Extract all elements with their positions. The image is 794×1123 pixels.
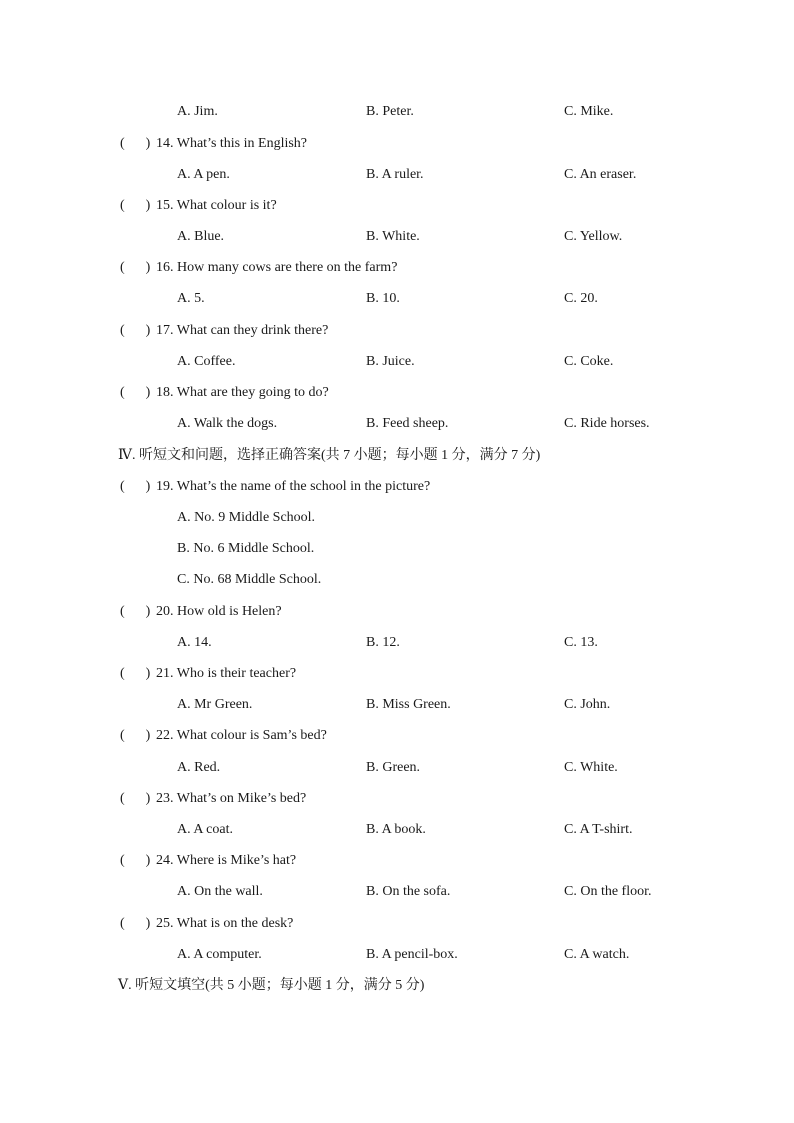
question-19	[0, 477, 794, 497]
q19-option-c-row	[0, 570, 794, 590]
q21-options	[0, 695, 794, 715]
question-22	[0, 726, 794, 746]
option-a: A. On the wall.	[177, 884, 263, 899]
option-c: C. Coke.	[564, 354, 614, 369]
answer-blank[interactable]: ( )	[120, 666, 151, 681]
option-b: B. White.	[366, 229, 420, 244]
question-24	[0, 851, 794, 871]
option-b: B. 12.	[366, 635, 400, 650]
option-a: A. Red.	[177, 760, 221, 775]
question-25	[0, 914, 794, 934]
q23-options	[0, 820, 794, 840]
option-a: A. 14.	[177, 635, 212, 650]
q19-option-a-row	[0, 508, 794, 528]
q17-options	[0, 352, 794, 372]
option-b: B. 10.	[366, 291, 400, 306]
question-17	[0, 321, 794, 341]
section-title: Ⅴ. 听短文填空(共 5 小题；每小题 1 分，满分 5 分)	[118, 978, 425, 993]
question-15	[0, 196, 794, 216]
option-a: A. No. 9 Middle School.	[177, 510, 316, 525]
question-text: 25. What is on the desk?	[156, 916, 294, 931]
q20-options	[0, 633, 794, 653]
option-b: B. A book.	[366, 822, 426, 837]
answer-blank[interactable]: ( )	[120, 916, 151, 931]
question-text: 14. What’s this in English?	[156, 136, 308, 151]
option-c: C. 13.	[564, 635, 598, 650]
option-b: B. A pencil-box.	[366, 947, 458, 962]
question-20	[0, 602, 794, 622]
option-c: C. No. 68 Middle School.	[177, 572, 322, 587]
q19-option-b-row	[0, 539, 794, 559]
option-b: B. A ruler.	[366, 167, 424, 182]
question-18	[0, 383, 794, 403]
section-4-heading	[0, 446, 794, 466]
option-b: B. Miss Green.	[366, 697, 451, 712]
q14-options	[0, 165, 794, 185]
option-c: C. White.	[564, 760, 618, 775]
question-text: 15. What colour is it?	[156, 198, 277, 213]
answer-blank[interactable]: ( )	[120, 260, 151, 275]
option-c: C. Yellow.	[564, 229, 623, 244]
option-a: A. Coffee.	[177, 354, 236, 369]
q16-options	[0, 289, 794, 309]
option-a: A. Mr Green.	[177, 697, 253, 712]
question-text: 22. What colour is Sam’s bed?	[156, 728, 327, 743]
option-b: B. Feed sheep.	[366, 416, 449, 431]
option-c: C. Ride horses.	[564, 416, 650, 431]
q24-options	[0, 882, 794, 902]
q22-options	[0, 758, 794, 778]
question-23	[0, 789, 794, 809]
question-text: 16. How many cows are there on the farm?	[156, 260, 398, 275]
option-c: C. A T-shirt.	[564, 822, 633, 837]
option-c: C. 20.	[564, 291, 598, 306]
answer-blank[interactable]: ( )	[120, 136, 151, 151]
question-text: 20. How old is Helen?	[156, 604, 282, 619]
option-a: A. 5.	[177, 291, 205, 306]
option-b: B. Juice.	[366, 354, 415, 369]
answer-blank[interactable]: ( )	[120, 604, 151, 619]
q25-options	[0, 945, 794, 965]
answer-blank[interactable]: ( )	[120, 198, 151, 213]
option-c: C. Mike.	[564, 104, 614, 119]
question-text: 17. What can they drink there?	[156, 323, 329, 338]
question-21	[0, 664, 794, 684]
q13-options	[0, 102, 794, 122]
question-text: 23. What’s on Mike’s bed?	[156, 791, 307, 806]
option-b: B. Green.	[366, 760, 421, 775]
option-a: A. A coat.	[177, 822, 233, 837]
answer-blank[interactable]: ( )	[120, 479, 151, 494]
question-text: 18. What are they going to do?	[156, 385, 329, 400]
question-text: 24. Where is Mike’s hat?	[156, 853, 297, 868]
option-a: A. Jim.	[177, 104, 218, 119]
option-b: B. Peter.	[366, 104, 414, 119]
answer-blank[interactable]: ( )	[120, 791, 151, 806]
q18-options	[0, 414, 794, 434]
question-16	[0, 258, 794, 278]
option-c: C. An eraser.	[564, 167, 637, 182]
section-5-heading	[0, 976, 794, 996]
option-a: A. Blue.	[177, 229, 225, 244]
option-a: A. A computer.	[177, 947, 262, 962]
option-b: B. On the sofa.	[366, 884, 451, 899]
option-c: C. On the floor.	[564, 884, 652, 899]
answer-blank[interactable]: ( )	[120, 728, 151, 743]
option-a: A. A pen.	[177, 167, 230, 182]
question-14	[0, 134, 794, 154]
option-b: B. No. 6 Middle School.	[177, 541, 315, 556]
section-title: Ⅳ. 听短文和问题，选择正确答案(共 7 小题；每小题 1 分，满分 7 分)	[118, 448, 541, 463]
option-c: C. John.	[564, 697, 611, 712]
answer-blank[interactable]: ( )	[120, 323, 151, 338]
answer-blank[interactable]: ( )	[120, 385, 151, 400]
question-text: 21. Who is their teacher?	[156, 666, 297, 681]
q15-options	[0, 227, 794, 247]
option-a: A. Walk the dogs.	[177, 416, 278, 431]
option-c: C. A watch.	[564, 947, 630, 962]
question-text: 19. What’s the name of the school in the picture?	[156, 479, 431, 494]
answer-blank[interactable]: ( )	[120, 853, 151, 868]
